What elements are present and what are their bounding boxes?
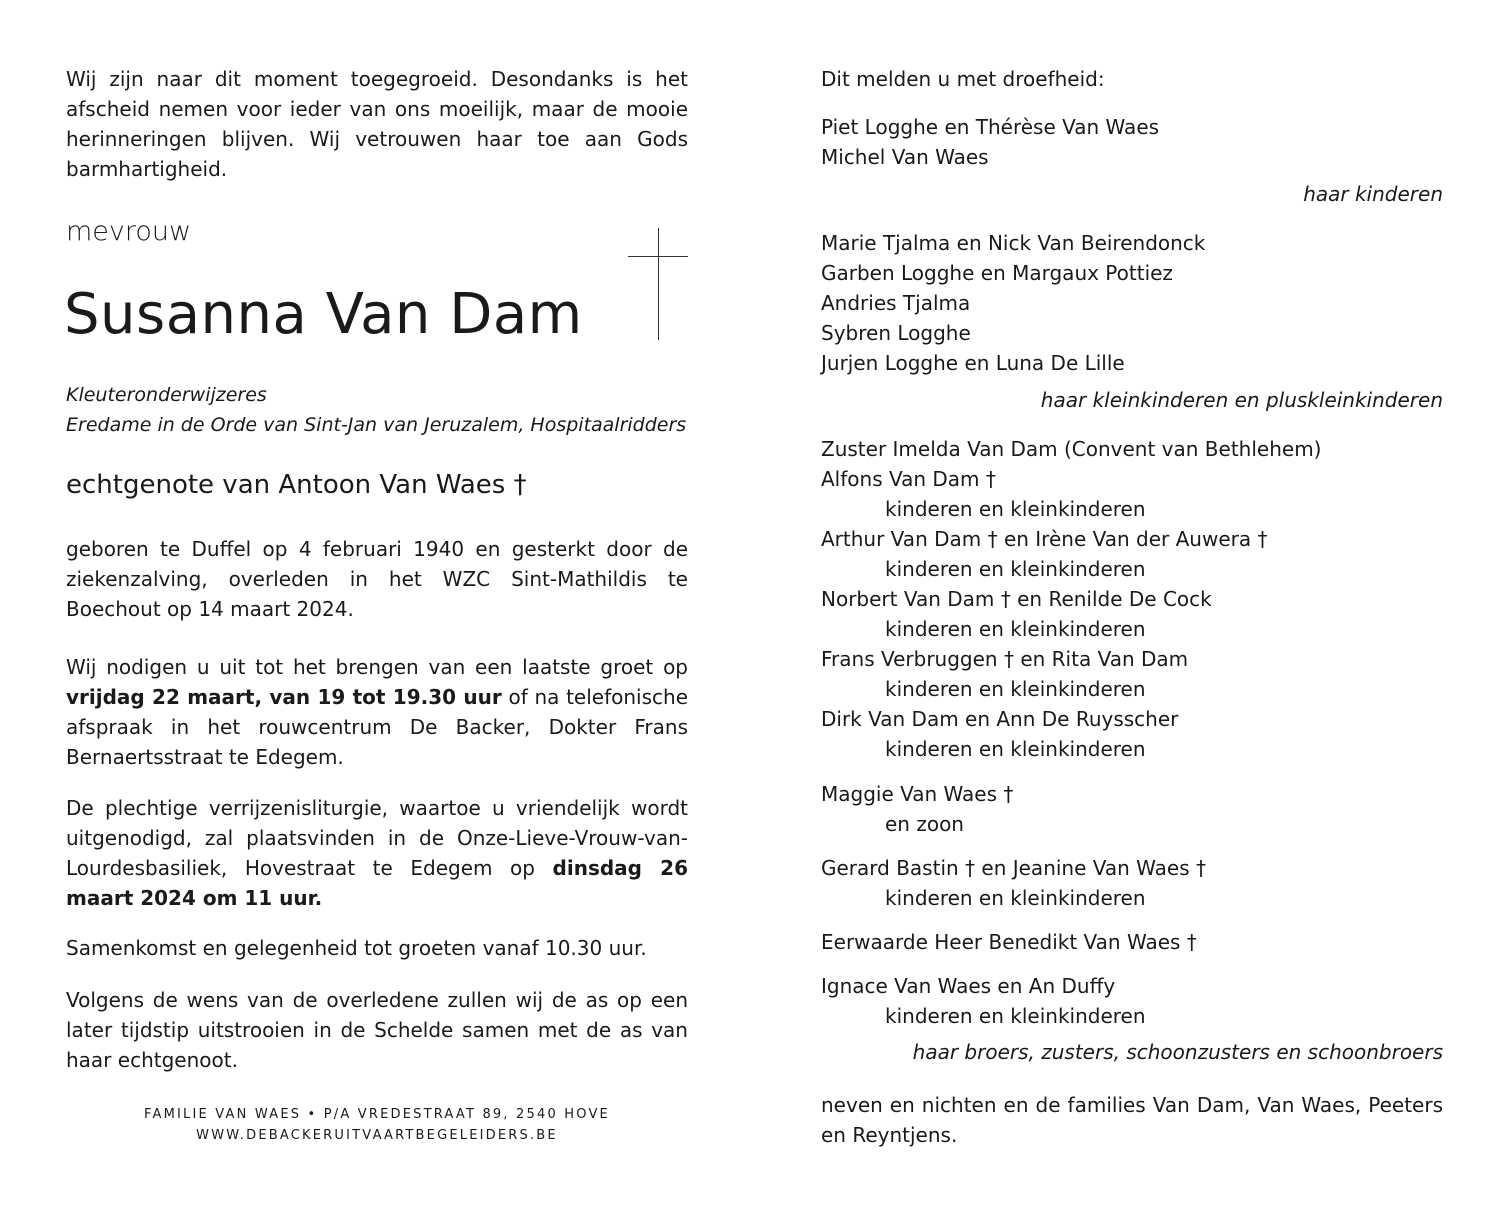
footer-website: WWW.DEBACKERUITVAARTBEGELEIDERS.BE [196, 1128, 558, 1143]
family-line: Ignace Van Waes en An Duffy [821, 974, 1116, 998]
cross-icon [628, 228, 688, 340]
family-line: Jurjen Logghe en Luna De Lille [821, 351, 1125, 375]
siblings-block [821, 434, 1443, 764]
footer-address: FAMILIE VAN WAES • P/A VREDESTRAAT 89, 2540 HOVE [144, 1107, 610, 1122]
announcement-heading: Dit melden u met droefheid: [821, 67, 1105, 91]
role-label: haar kinderen [1303, 182, 1443, 206]
family-subline: en zoon [885, 812, 964, 836]
family-line: Eerwaarde Heer Benedikt Van Waes † [821, 930, 1197, 954]
inlaws-gerard-block [821, 853, 1443, 913]
family-line: Michel Van Waes [821, 145, 989, 169]
invite-paragraph [66, 652, 688, 772]
closing-block [821, 1090, 1443, 1150]
family-subline: kinderen en kleinkinderen [885, 677, 1146, 701]
role-label: haar kleinkinderen en pluskleinkinderen [1040, 388, 1443, 412]
left-column [64, 64, 689, 1143]
liturgy-date: dinsdag 26 maart 2024 om 11 uur. [66, 856, 688, 910]
born-paragraph: geboren te Duffel op 4 februari 1940 en gesterkt door de ziekenzalving, overleden in het WZC Sint-Mathildis te Boechout op 14 maart 2024. [66, 537, 688, 621]
liturgy-text: De plechtige verrijzenisliturgie, waartoe u vriendelijk wordt uitgenodigd, zal plaatsvinden in de Onze-Lieve-Vrouw-van-Lourdesbasiliek, Hovestraat te Edegem op [66, 796, 688, 880]
family-subline: kinderen en kleinkinderen [885, 737, 1146, 761]
family-line: Dirk Van Dam en Ann De Ruysscher [821, 707, 1179, 731]
family-line: Zuster Imelda Van Dam (Convent van Bethlehem) [821, 437, 1322, 461]
spouse-line: echtgenote van Antoon Van Waes † [66, 470, 527, 500]
family-subline: kinderen en kleinkinderen [885, 1004, 1146, 1028]
grandchildren-block [821, 228, 1443, 415]
title-line: Kleuteronderwijzeres [66, 384, 267, 406]
salutation: mevrouw [66, 216, 192, 247]
family-subline: kinderen en kleinkinderen [885, 617, 1146, 641]
family-line: Marie Tjalma en Nick Van Beirendonck [821, 231, 1206, 255]
children-block [821, 112, 1443, 209]
footer [66, 1104, 688, 1146]
liturgy-paragraph [66, 793, 688, 913]
family-line: Gerard Bastin † en Jeanine Van Waes † [821, 856, 1207, 880]
inlaws-ignace-block [821, 971, 1443, 1067]
family-line: Piet Logghe en Thérèse Van Waes [821, 115, 1160, 139]
family-line: Norbert Van Dam † en Renilde De Cock [821, 587, 1212, 611]
gather-paragraph: Samenkomst en gelegenheid tot groeten vanaf 10.30 uur. [66, 936, 647, 960]
closing-paragraph: neven en nichten en de families Van Dam, Van Waes, Peeters en Reyntjens. [821, 1093, 1443, 1147]
invite-text: Wij nodigen u uit tot het brengen van een laatste groet op [66, 655, 688, 679]
title-line: Eredame in de Orde van Sint-Jan van Jeruzalem, Hospitaalridders [66, 414, 687, 436]
deceased-name: Susanna Van Dam [64, 282, 583, 347]
role-label: haar broers, zusters, schoonzusters en schoonbroers [912, 1040, 1443, 1064]
family-line: Maggie Van Waes † [821, 782, 1014, 806]
family-line: Sybren Logghe [821, 321, 971, 345]
announcement-heading-block [821, 64, 1443, 94]
inlaws-maggie-block [821, 779, 1443, 839]
family-line: Frans Verbruggen † en Rita Van Dam [821, 647, 1189, 671]
family-line: Garben Logghe en Margaux Pottiez [821, 261, 1173, 285]
invite-text-end: of na telefonische afspraak in het rouwcentrum De Backer, Dokter Frans Bernaertsstraat te Edegem. [66, 685, 689, 769]
family-subline: kinderen en kleinkinderen [885, 497, 1146, 521]
family-line: Arthur Van Dam † en Irène Van der Auwera † [821, 527, 1268, 551]
family-subline: kinderen en kleinkinderen [885, 886, 1146, 910]
family-line: Alfons Van Dam † [821, 467, 996, 491]
family-line: Andries Tjalma [821, 291, 971, 315]
invite-date: vrijdag 22 maart, van 19 tot 19.30 uur [66, 685, 502, 709]
inlaws-benedikt-block [821, 927, 1443, 957]
ashes-paragraph: Volgens de wens van de overledene zullen wij de as op een later tijdstip uitstrooien in de Schelde samen met de as van haar echtgenoot. [66, 988, 688, 1072]
family-subline: kinderen en kleinkinderen [885, 557, 1146, 581]
titles [66, 380, 686, 440]
intro-paragraph: Wij zijn naar dit moment toegegroeid. Desondanks is het afscheid nemen voor ieder van ons moeilijk, maar de mooie herinneringen blijven. Wij vetrouwen haar toe aan Gods barmhartigheid. [66, 67, 688, 181]
